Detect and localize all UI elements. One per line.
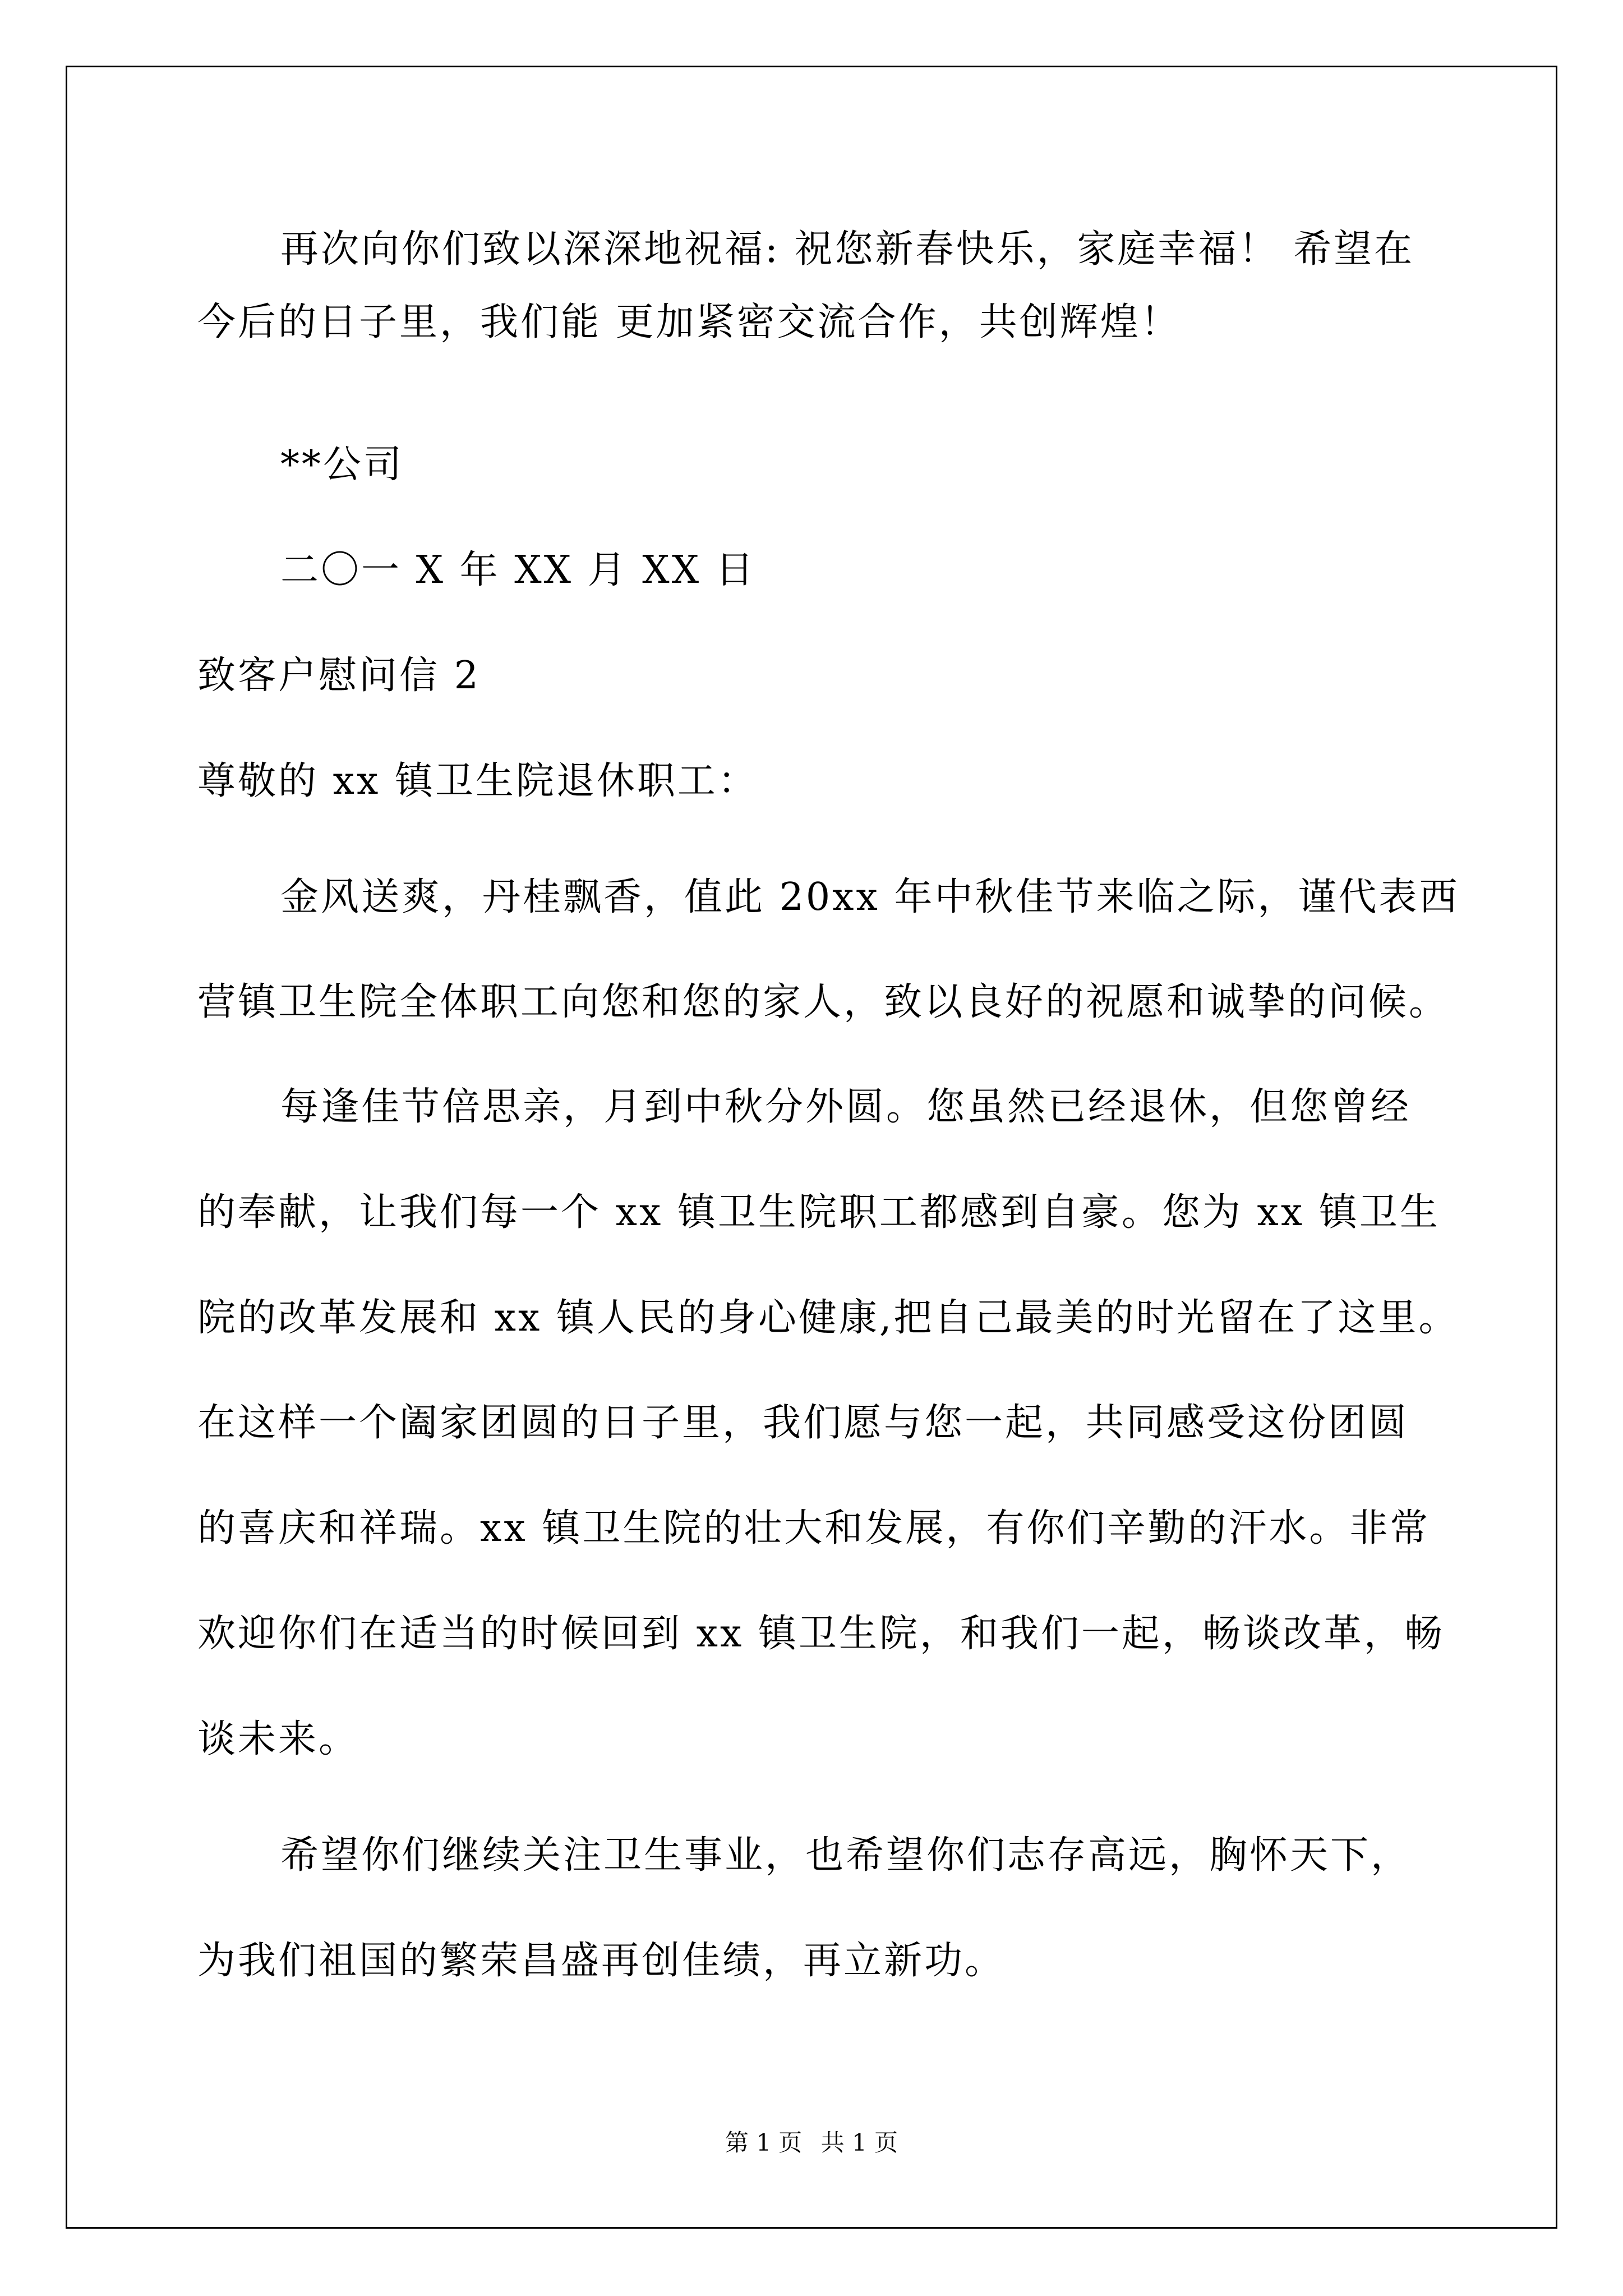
paragraph-line: 营镇卫生院全体职工向您和您的家人，致以良好的祝愿和诚挚的问候。 bbox=[197, 980, 1450, 1024]
page-total: 共 1 页 bbox=[820, 2129, 898, 2156]
signature-date: 二〇一 X 年 XX 月 XX 日 bbox=[280, 548, 756, 592]
paragraph-line: 的喜庆和祥瑞。xx 镇卫生院的壮大和发展，有你们辛勤的汗水。非常 bbox=[197, 1506, 1431, 1550]
page-border bbox=[66, 66, 1557, 2229]
paragraph-line: 为我们祖国的繁荣昌盛再创佳绩，再立新功。 bbox=[197, 1939, 1006, 1983]
page-footer bbox=[0, 2129, 1623, 2157]
paragraph-line: 希望你们继续关注卫生事业，也希望你们志存高远，胸怀天下， bbox=[280, 1833, 1412, 1878]
signature-company: **公司 bbox=[280, 443, 404, 487]
paragraph-line: 欢迎你们在适当的时候回到 xx 镇卫生院，和我们一起，畅谈改革，畅 bbox=[197, 1612, 1445, 1656]
letter-title: 致客户慰问信 2 bbox=[197, 654, 481, 698]
paragraph-line: 每逢佳节倍思亲，月到中秋分外圆。您虽然已经退休，但您曾经 bbox=[280, 1085, 1412, 1129]
page-number: 第 1 页 bbox=[725, 2129, 803, 2156]
salutation: 尊敬的 xx 镇卫生院退休职工： bbox=[197, 759, 758, 803]
paragraph-line: 院的改革发展和 xx 镇人民的身心健康,把自己最美的时光留在了这里。 bbox=[197, 1296, 1459, 1340]
paragraph-line: 再次向你们致以深深地祝福: 祝您新春快乐，家庭幸福！ 希望在 bbox=[280, 227, 1415, 272]
paragraph-line: 谈未来。 bbox=[197, 1717, 359, 1761]
paragraph-line: 金风送爽，丹桂飘香，值此 20xx 年中秋佳节来临之际，谨代表西 bbox=[280, 875, 1460, 919]
paragraph-line: 的奉献，让我们每一个 xx 镇卫生院职工都感到自豪。您为 xx 镇卫生 bbox=[197, 1190, 1440, 1235]
paragraph-line: 在这样一个阖家团圆的日子里，我们愿与您一起，共同感受这份团圆 bbox=[197, 1401, 1409, 1445]
paragraph-line: 今后的日子里，我们能 更加紧密交流合作，共创辉煌！ bbox=[197, 300, 1181, 344]
